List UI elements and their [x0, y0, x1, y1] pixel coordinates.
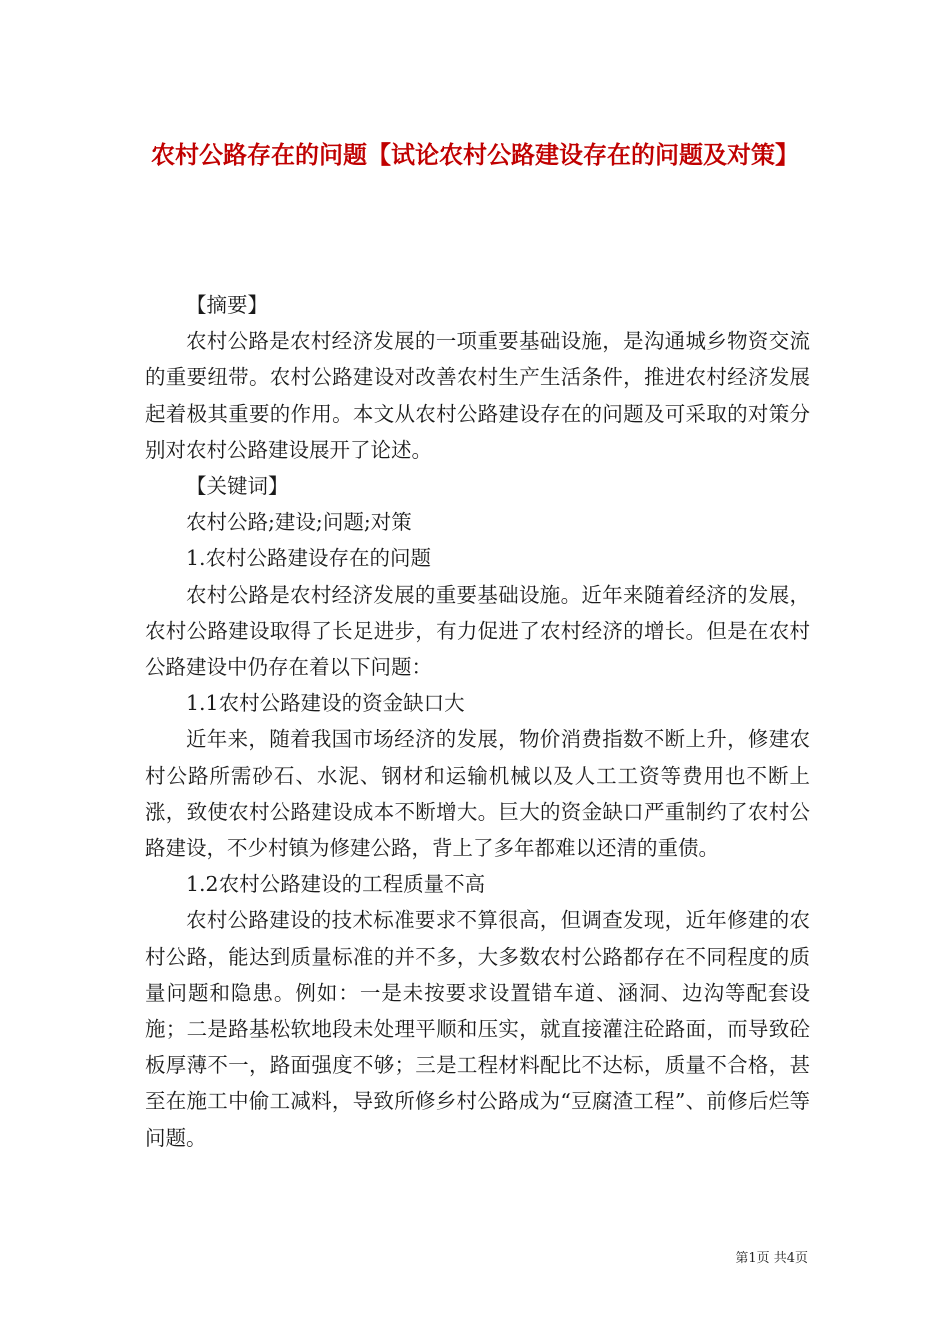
abstract-heading: 【摘要】: [186, 293, 268, 317]
subsection-1-2-paragraph: 农村公路建设的技术标准要求不算很高，但调查发现，近年修建的农村公路，能达到质量标准的并不多，大多数农村公路都存在不同程度的质量问题和隐患。例如：一是未按要求设置错车道、涵洞、边沟等配套设施；二是路基松软地段未处理平顺和压实，就直接灌注砼路面，而导致砼板厚薄不一，路面强度不够；三是工程材料配比不达标，质量不合格，甚至在施工中偷工减料，导致所修乡村公路成为“豆腐渣工程”、前修后烂等问题。: [145, 908, 810, 1150]
subsection-heading-1-1: 1.1农村公路建设的资金缺口大: [186, 691, 465, 716]
keywords-heading: 【关键词】: [186, 474, 289, 499]
abstract-paragraph: 农村公路是农村经济发展的一项重要基础设施，是沟通城乡物资交流的重要纽带。农村公路建设对改善农村生产生活条件，推进农村经济发展起着极其重要的作用。本文从农村公路建设存在的问题及可采取的对策分别对农村公路建设展开了论述。: [145, 329, 810, 462]
page-footer: 第1页 共4页: [735, 1251, 808, 1266]
document-title: 农村公路存在的问题【试论农村公路建设存在的问题及对策】: [151, 140, 799, 169]
subsection-1-1-paragraph: 近年来，随着我国市场经济的发展，物价消费指数不断上升，修建农村公路所需砂石、水泥、钢材和运输机械以及人工工资等费用也不断上涨，致使农村公路建设成本不断增大。巨大的资金缺口严重制约了农村公路建设，不少村镇为修建公路，背上了多年都难以还清的重债。: [145, 727, 810, 861]
keywords-paragraph: 农村公路;建设;问题;对策: [186, 510, 412, 535]
subsection-heading-1-2: 1.2农村公路建设的工程质量不高: [186, 872, 486, 897]
section-heading-1: 1.农村公路建设存在的问题: [186, 546, 432, 571]
document-body: [145, 287, 810, 1156]
section-1-paragraph: 农村公路是农村经济发展的重要基础设施。近年来随着经济的发展，农村公路建设取得了长足进步，有力促进了农村经济的增长。但是在农村公路建设中仍存在着以下问题：: [145, 582, 810, 680]
